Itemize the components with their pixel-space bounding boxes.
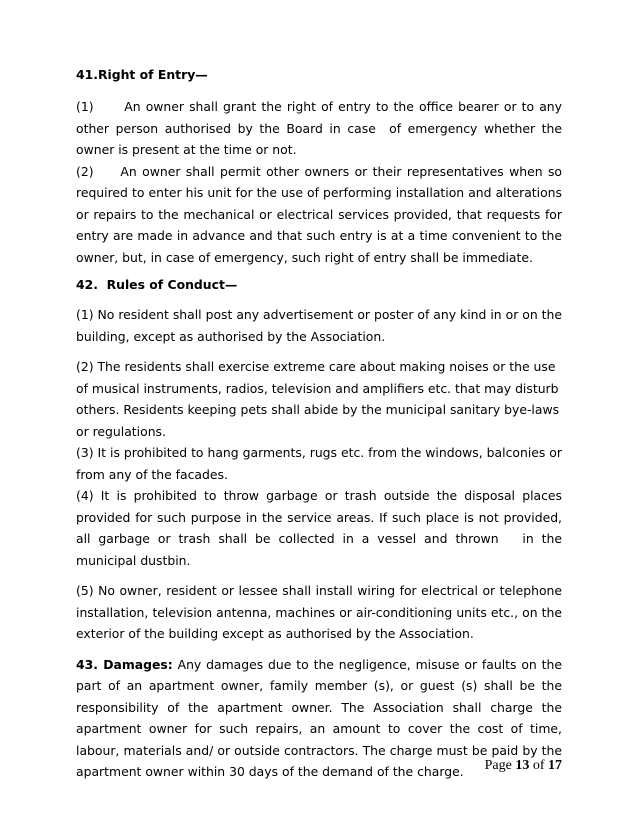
section-41-clause-1: (1) An owner shall grant the right of entry to the office bearer or to any other person authorised by the Board in case of emergency whether the owner is present at the time or not.	[76, 99, 566, 157]
section-42-clause-3: (3) It is prohibited to hang garments, rugs etc. from the windows, balconies or from any of the facades.	[76, 445, 562, 482]
section-42-clause-5: (5) No owner, resident or lessee shall install wiring for electrical or telephone installation, television antenna, machines or air-conditioning units etc., on the exterior of the building except as authorised by the Association.	[76, 583, 562, 641]
current-page-number: 13	[515, 758, 530, 773]
section-42-clause-1: (1) No resident shall post any advertisement or poster of any kind in or on the building, except as authorised by the Association.	[76, 307, 562, 344]
section-42-clause-2: (2) The residents shall exercise extreme care about making noises or the use of musical instruments, radios, television and amplifiers etc. that may disturb others. Residents keeping pets shall abide by the municipal sanitary bye-laws or regulations.	[76, 359, 560, 439]
page-body	[76, 66, 566, 783]
of-word: of	[529, 758, 548, 773]
page-number-footer	[485, 758, 562, 774]
section-42-clause-4: (4) It is prohibited to throw garbage or trash outside the disposal places provided for such purpose in the service areas. If such place is not provided, all garbage or trash shall be collected in a vessel and thrown in the municipal dustbin.	[76, 488, 566, 568]
page-word: Page	[484, 758, 516, 773]
section-41-clause-2: (2) An owner shall permit other owners or their representatives when so required to enter his unit for the use of performing installation and alterations or repairs to the mechanical or electrical services provided, that requests for entry are made in advance and that such entry is at a time convenient to the owner, but, in case of emergency, such right of entry shall be immediate.	[76, 163, 566, 265]
total-page-count: 17	[548, 758, 562, 773]
section-42-heading: 42. Rules of Conduct—	[76, 277, 238, 292]
section-41-heading: 41.Right of Entry—	[76, 67, 208, 82]
section-43-body: Any damages due to the negligence, misuse or faults on the part of an apartment owner, family member (s), or guest (s) shall be the responsibility of the apartment owner. The Association shall charge the apartment owner for such repairs, an amount to cover the cost of time, labour, materials and/ or outside contractors. The charge must be paid by the apartment owner within 30 days of the demand of the charge.	[76, 656, 562, 779]
section-43-heading: 43. Damages:	[76, 656, 173, 672]
